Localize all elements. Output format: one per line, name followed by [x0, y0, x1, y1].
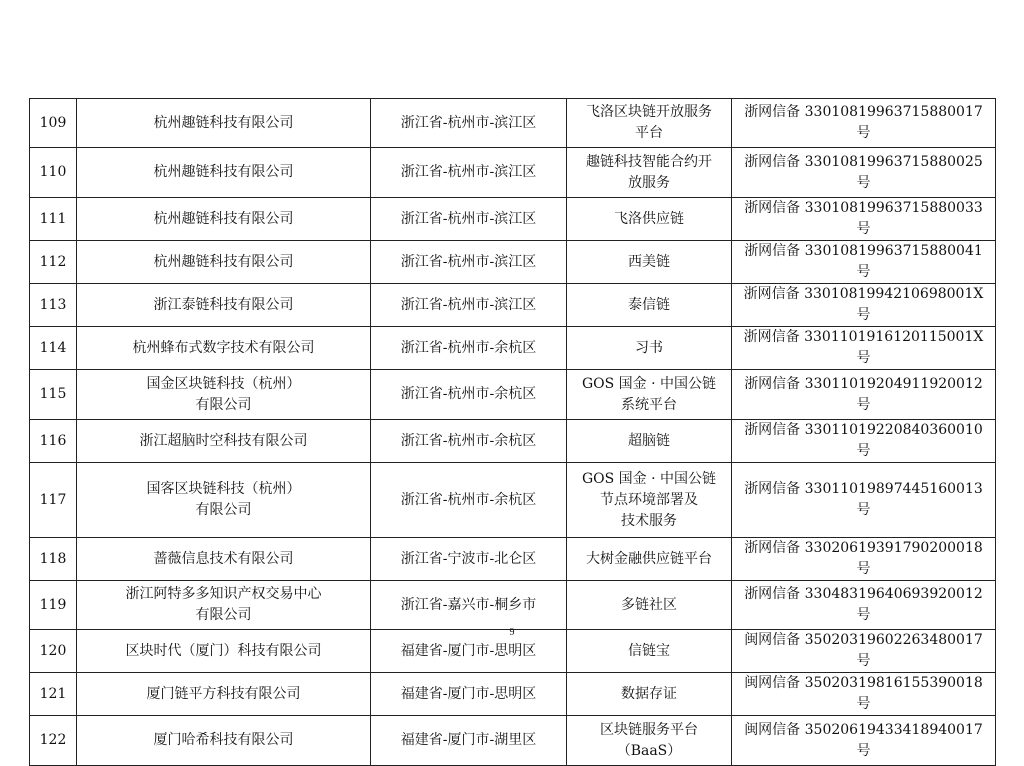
- table-row: [30, 148, 996, 198]
- cell-service: 趣链科技智能合约开 放服务: [567, 148, 732, 198]
- cell-location: 浙江省-杭州市-滨江区: [371, 148, 567, 198]
- cell-location: 浙江省-嘉兴市-桐乡市: [371, 581, 567, 630]
- cell-service: 飞洛供应链: [567, 198, 732, 241]
- cell-number: 119: [30, 581, 77, 630]
- cell-company: 杭州趣链科技有限公司: [77, 198, 371, 241]
- cell-record-number: 浙网信备 33010819963715880041 号: [732, 241, 996, 284]
- registration-table: [29, 98, 996, 766]
- table-row: [30, 581, 996, 630]
- cell-record-number: 闽网信备 35020319602263480017 号: [732, 630, 996, 673]
- cell-number: 114: [30, 327, 77, 370]
- cell-record-number: 浙网信备 3301101916120115001X 号: [732, 327, 996, 370]
- cell-company: 浙江阿特多多知识产权交易中心 有限公司: [77, 581, 371, 630]
- cell-record-number: 浙网信备 33048319640693920012 号: [732, 581, 996, 630]
- cell-record-number: 闽网信备 35020319816155390018 号: [732, 673, 996, 716]
- cell-service: 泰信链: [567, 284, 732, 327]
- cell-number: 120: [30, 630, 77, 673]
- cell-record-number: 浙网信备 33020619391790200018 号: [732, 538, 996, 581]
- table-row: [30, 198, 996, 241]
- cell-location: 福建省-厦门市-思明区: [371, 630, 567, 673]
- cell-service: 习书: [567, 327, 732, 370]
- cell-record-number: 浙网信备 33011019897445160013 号: [732, 463, 996, 538]
- cell-location: 浙江省-杭州市-滨江区: [371, 99, 567, 148]
- cell-company: 杭州蜂布式数字技术有限公司: [77, 327, 371, 370]
- cell-record-number: 浙网信备 33011019220840360010 号: [732, 420, 996, 463]
- cell-number: 117: [30, 463, 77, 538]
- table-row: [30, 673, 996, 716]
- cell-service: 飞洛区块链开放服务 平台: [567, 99, 732, 148]
- cell-record-number: 浙网信备 3301081994210698001X 号: [732, 284, 996, 327]
- cell-company: 国客区块链科技（杭州） 有限公司: [77, 463, 371, 538]
- cell-number: 109: [30, 99, 77, 148]
- table-row: [30, 284, 996, 327]
- cell-record-number: 闽网信备 35020619433418940017 号: [732, 716, 996, 766]
- cell-company: 区块时代（厦门）科技有限公司: [77, 630, 371, 673]
- cell-company: 国金区块链科技（杭州） 有限公司: [77, 370, 371, 420]
- table-row: [30, 538, 996, 581]
- table-row: [30, 241, 996, 284]
- cell-service: 数据存证: [567, 673, 732, 716]
- cell-service: 超脑链: [567, 420, 732, 463]
- cell-number: 112: [30, 241, 77, 284]
- cell-service: 区块链服务平台 （BaaS）: [567, 716, 732, 766]
- table-row: [30, 420, 996, 463]
- cell-company: 蔷薇信息技术有限公司: [77, 538, 371, 581]
- cell-number: 118: [30, 538, 77, 581]
- cell-service: GOS 国金 · 中国公链 系统平台: [567, 370, 732, 420]
- cell-record-number: 浙网信备 33010819963715880025 号: [732, 148, 996, 198]
- cell-company: 浙江超脑时空科技有限公司: [77, 420, 371, 463]
- cell-record-number: 浙网信备 33010819963715880017 号: [732, 99, 996, 148]
- cell-company: 杭州趣链科技有限公司: [77, 99, 371, 148]
- cell-number: 116: [30, 420, 77, 463]
- cell-location: 浙江省-杭州市-滨江区: [371, 241, 567, 284]
- cell-number: 110: [30, 148, 77, 198]
- cell-company: 杭州趣链科技有限公司: [77, 148, 371, 198]
- table-row: [30, 327, 996, 370]
- cell-location: 浙江省-杭州市-余杭区: [371, 420, 567, 463]
- cell-location: 福建省-厦门市-思明区: [371, 673, 567, 716]
- cell-location: 福建省-厦门市-湖里区: [371, 716, 567, 766]
- page-number: 9: [509, 627, 515, 638]
- cell-number: 111: [30, 198, 77, 241]
- table-row: [30, 716, 996, 766]
- cell-location: 浙江省-杭州市-滨江区: [371, 198, 567, 241]
- cell-company: 杭州趣链科技有限公司: [77, 241, 371, 284]
- cell-company: 厦门哈希科技有限公司: [77, 716, 371, 766]
- cell-number: 113: [30, 284, 77, 327]
- cell-location: 浙江省-宁波市-北仑区: [371, 538, 567, 581]
- cell-service: 多链社区: [567, 581, 732, 630]
- cell-location: 浙江省-杭州市-余杭区: [371, 370, 567, 420]
- cell-location: 浙江省-杭州市-余杭区: [371, 463, 567, 538]
- table-row: [30, 370, 996, 420]
- cell-number: 121: [30, 673, 77, 716]
- cell-service: GOS 国金 · 中国公链 节点环境部署及 技术服务: [567, 463, 732, 538]
- cell-service: 信链宝: [567, 630, 732, 673]
- table-row: [30, 463, 996, 538]
- cell-record-number: 浙网信备 33011019204911920012 号: [732, 370, 996, 420]
- cell-location: 浙江省-杭州市-余杭区: [371, 327, 567, 370]
- cell-company: 厦门链平方科技有限公司: [77, 673, 371, 716]
- cell-number: 115: [30, 370, 77, 420]
- cell-service: 大树金融供应链平台: [567, 538, 732, 581]
- cell-service: 西美链: [567, 241, 732, 284]
- table-row: [30, 99, 996, 148]
- cell-location: 浙江省-杭州市-滨江区: [371, 284, 567, 327]
- cell-record-number: 浙网信备 33010819963715880033 号: [732, 198, 996, 241]
- cell-number: 122: [30, 716, 77, 766]
- cell-company: 浙江泰链科技有限公司: [77, 284, 371, 327]
